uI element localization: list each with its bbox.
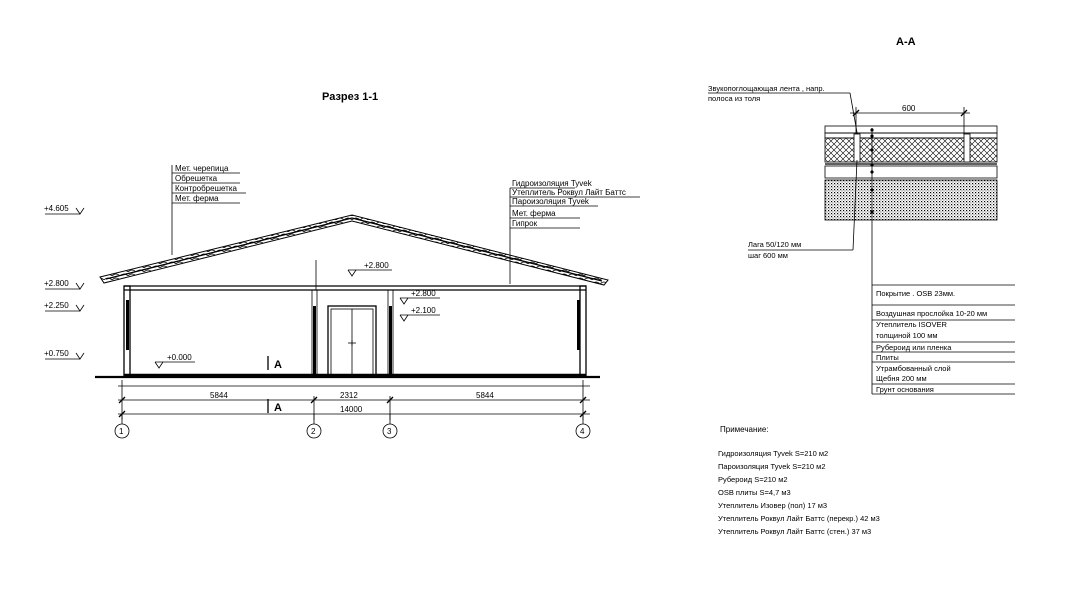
note-item: Утеплитель Роквул Лайт Баттс (перекр.) 42 м3 [718, 514, 880, 523]
ceiling-label-0: Гидроизоляция Tyvek [512, 179, 592, 188]
roof-label-1: Обрешетка [175, 174, 218, 183]
dimension-lines [118, 380, 590, 420]
elev-ridge: +4.605 [44, 204, 69, 213]
axis-markers [115, 414, 590, 438]
left-elevation-marks [44, 204, 84, 359]
floor-layers [825, 126, 997, 220]
roof-label-0: Мет. черепица [175, 164, 229, 173]
interior-partitions [312, 290, 393, 377]
layer-4: Рубероид или пленка [876, 343, 952, 352]
elev-eave: +2.800 [44, 279, 69, 288]
elev-door-head: +2.100 [411, 306, 436, 315]
ceiling-label-3: Мет. ферма [512, 209, 556, 218]
elev-door-top: +2.800 [411, 289, 436, 298]
note-item: OSB плиты S=4,7 м3 [718, 488, 791, 497]
joist-spacing-dim [850, 104, 970, 135]
section-mark-bottom: A [274, 402, 282, 414]
note-item: Рубероид S=210 м2 [718, 475, 788, 484]
detail-title: A-A [896, 36, 916, 48]
elev-floor: +0.000 [167, 353, 192, 362]
layer-1: Воздушная прослойка 10-20 мм [876, 309, 988, 318]
axis-3: 3 [387, 427, 392, 436]
ceiling-label-1: Утеплитель Роквул Лайт Баттс [512, 188, 626, 197]
exterior-walls [124, 286, 586, 377]
dim-right: 5844 [476, 391, 494, 400]
layer-5: Плиты [876, 353, 899, 362]
section-mark-top: A [274, 359, 282, 371]
door [328, 306, 376, 377]
layer-2: Утеплитель ISOVER [876, 320, 947, 329]
ceiling-label-4: Гипрок [512, 219, 538, 228]
tape-label-1: Звукопоглощающая лента , напр. [708, 84, 825, 93]
axis-2: 2 [311, 427, 316, 436]
layer-6: Утрамбованный слой [876, 364, 951, 373]
dim-mid: 2312 [340, 391, 358, 400]
elev-plinth: +0.750 [44, 349, 69, 358]
note-item: Утеплитель Роквул Лайт Баттс (стен.) 37 м3 [718, 527, 872, 536]
layer-table [872, 285, 1015, 394]
notes-heading: Примечание: [720, 425, 769, 434]
dim-total: 14000 [340, 405, 363, 414]
note-item: Утеплитель Изовер (пол) 17 м3 [718, 501, 828, 510]
joist-label-2: шаг 600 мм [748, 251, 788, 260]
dim-left: 5844 [210, 391, 228, 400]
roof-label-3: Мет. ферма [175, 194, 219, 203]
interior-elevation-marks [155, 260, 440, 368]
tape-callout [708, 84, 858, 138]
note-item: Пароизоляция Tyvek S=210 м2 [718, 462, 826, 471]
joist-label-1: Лага 50/120 мм [748, 240, 802, 249]
axis-1: 1 [119, 427, 124, 436]
section-title: Разрез 1-1 [322, 91, 379, 103]
tape-label-2: полоса из толя [708, 94, 761, 103]
ceiling-callout [510, 179, 640, 284]
elev-eave2: +2.250 [44, 301, 69, 310]
layer-8: Грунт основания [876, 385, 934, 394]
note-item: Гидроизоляция Tyvek S=210 м2 [718, 449, 829, 458]
notes [718, 425, 880, 536]
layer-3: толщиной 100 мм [876, 331, 938, 340]
layer-7: Щебня 200 мм [876, 374, 927, 383]
section-cut-marks [268, 356, 282, 414]
section-1-1 [44, 91, 640, 438]
axis-4: 4 [580, 427, 585, 436]
detail-a-a [708, 36, 1015, 394]
layer-0: Покрытие . OSB 23мм. [876, 289, 956, 298]
ceiling-label-2: Пароизоляция Tyvek [512, 197, 589, 206]
elev-ceiling: +2.800 [364, 261, 389, 270]
roof-callout [172, 164, 246, 255]
dim-600: 600 [902, 104, 916, 113]
roof-label-2: Контробрешетка [175, 184, 237, 193]
